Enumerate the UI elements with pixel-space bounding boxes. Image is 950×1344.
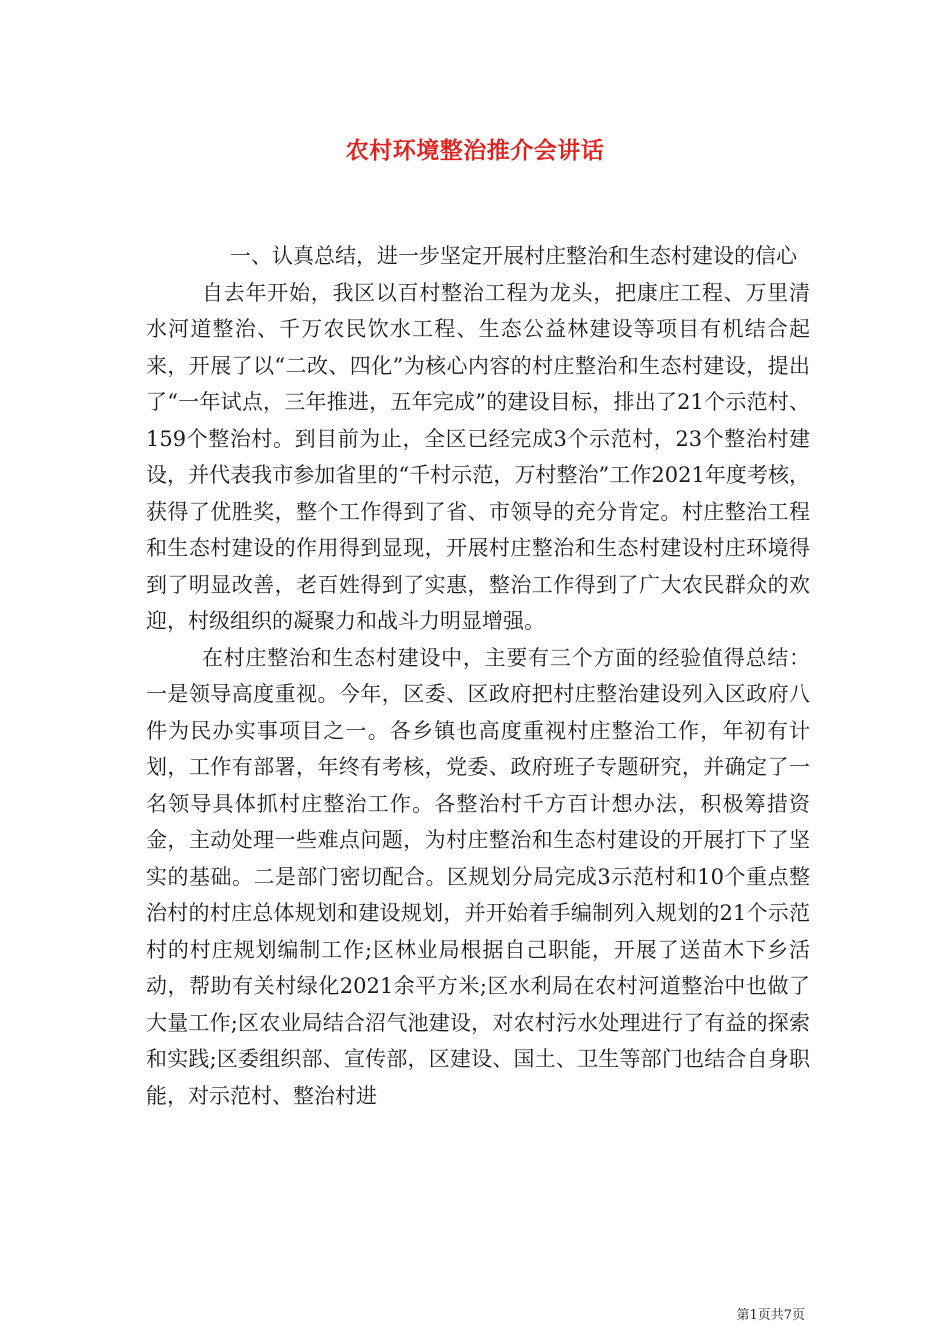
document-body	[146, 238, 810, 1114]
paragraph-2: 在村庄整治和生态村建设中，主要有三个方面的经验值得总结：一是领导高度重视。今年，区委、区政府把村庄整治建设列入区政府八件为民办实事项目之一。各乡镇也高度重视村庄整治工作，年初有计划，工作有部署，年终有考核，党委、政府班子专题研究，并确定了一名领导具体抓村庄整治工作。各整治村千方百计想办法，积极筹措资金，主动处理一些难点问题，为村庄整治和生态村建设的开展打下了坚实的基础。二是部门密切配合。区规划分局完成3示范村和10个重点整治村的村庄总体规划和建设规划，并开始着手编制列入规划的21个示范村的村庄规划编制工作;区林业局根据自己职能，开展了送苗木下乡活动，帮助有关村绿化2021余平方米;区水利局在农村河道整治中也做了大量工作;区农业局结合沼气池建设，对农村污水处理进行了有益的探索和实践;区委组织部、宣传部，区建设、国土、卫生等部门也结合自身职能，对示范村、整治村进	[146, 645, 810, 1108]
section-heading: 一、认真总结，进一步坚定开展村庄整治和生态村建设的信心	[230, 244, 797, 268]
page-number: 第1页共7页	[736, 1308, 805, 1323]
document-title: 农村环境整治推介会讲话	[345, 137, 605, 164]
paragraph-1: 自去年开始，我区以百村整治工程为龙头，把康庄工程、万里清水河道整治、千万农民饮水工程、生态公益林建设等项目有机结合起来，开展了以“二改、四化”为核心内容的村庄整治和生态村建设，提出了“一年试点，三年推进，五年完成”的建设目标，排出了21个示范村、159个整治村。到目前为止，全区已经完成3个示范村，23个整治村建设，并代表我市参加省里的“千村示范，万村整治”工作2021年度考核，获得了优胜奖，整个工作得到了省、市领导的充分肯定。村庄整治工程和生态村建设的作用得到显现，开展村庄整治和生态村建设村庄环境得到了明显改善，老百姓得到了实惠，整治工作得到了广大农民群众的欢迎，村级组织的凝聚力和战斗力明显增强。	[146, 280, 810, 633]
